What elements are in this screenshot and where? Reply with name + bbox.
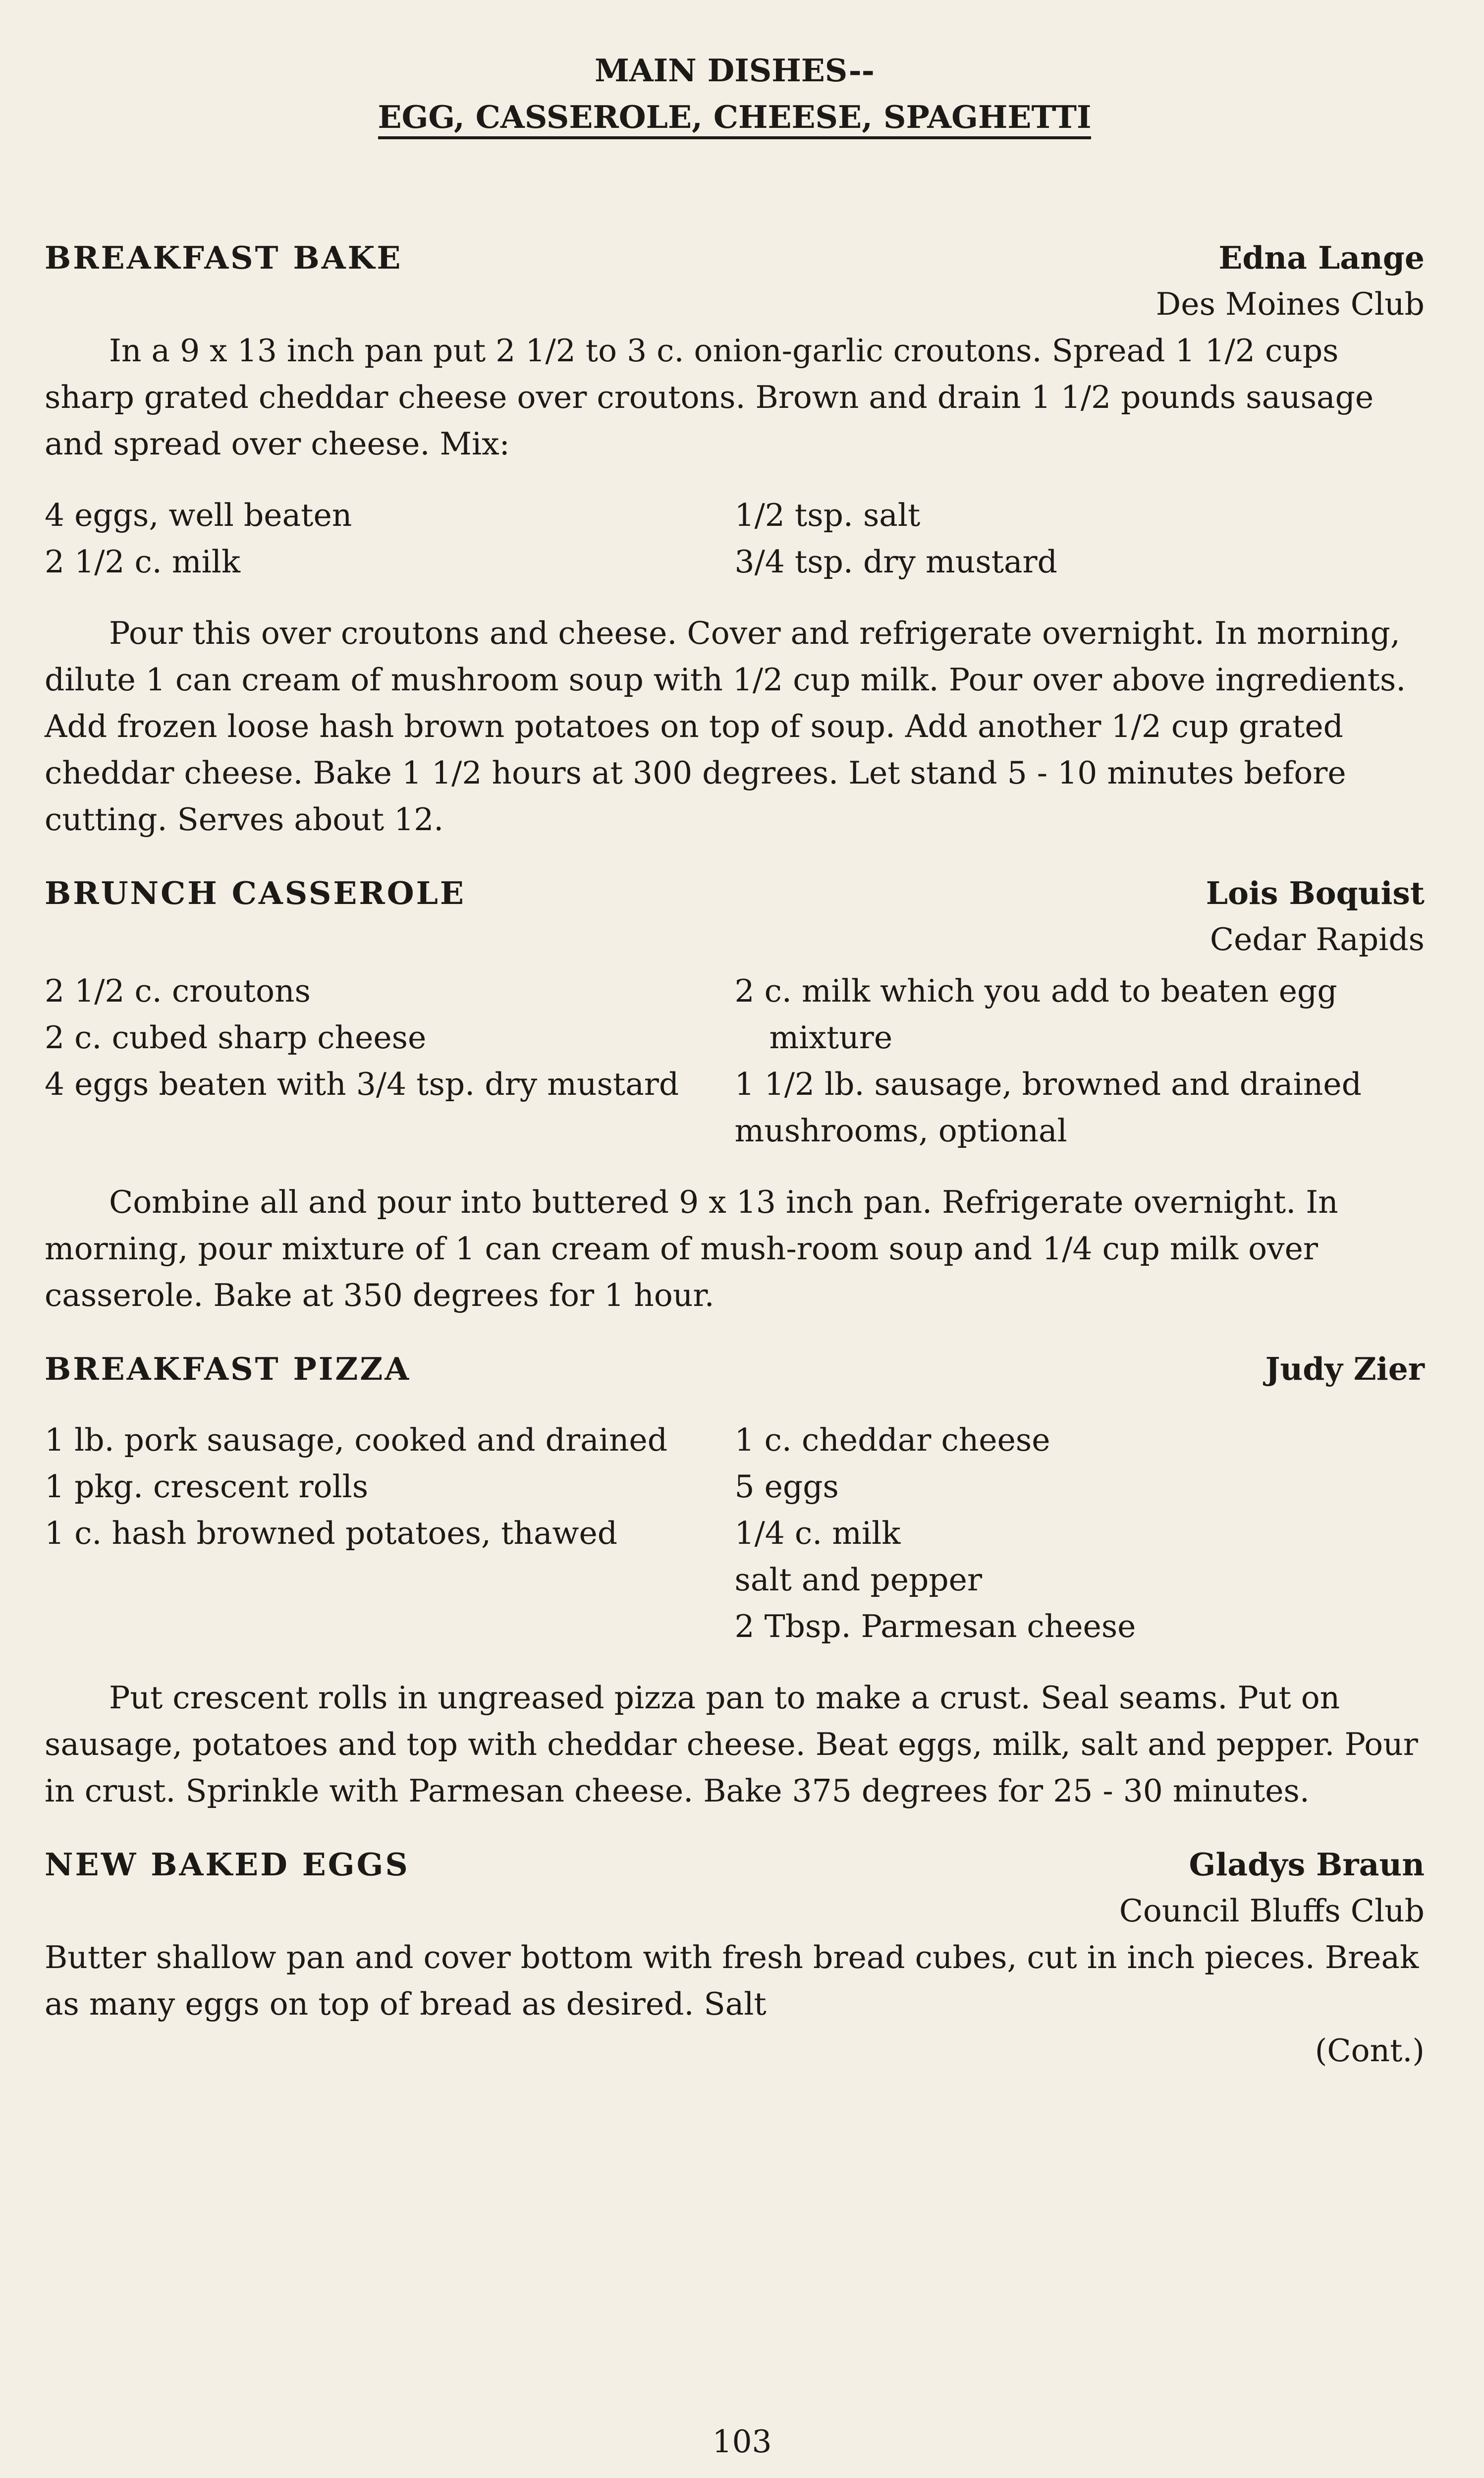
recipe-title: BRUNCH CASSEROLE [45,875,466,911]
section-header [45,47,1425,140]
ingredient: mushrooms, optional [734,1113,1067,1149]
recipe-directions: Pour this over croutons and cheese. Cover and refrigerate overnight. In morning, dilute 1 can cream of mushroom soup with 1/2 cup milk. Pour over above ingredients. Add frozen loose hash brown potatoes on top of soup. Add another 1/2 cup grated cheddar cheese. Bake 1 1/2 hours at 300 degrees. Let stand 5 - 10 minutes before cutting. Serves about 12. [45,615,1406,838]
recipe-title: BREAKFAST PIZZA [45,1351,411,1387]
recipe-new-baked-eggs [45,1841,1425,2074]
recipe-directions: Put crescent rolls in ungreased pizza pan to make a crust. Seal seams. Put on sausage, potatoes and top with cheddar cheese. Beat eggs, milk, salt and pepper. Pour in crust. Sprinkle with Parmesan cheese. Bake 375 degrees for 25 - 30 minutes. [45,1680,1418,1809]
recipe-breakfast-pizza [45,1346,1425,1814]
ingredient: 3/4 tsp. dry mustard [734,544,1057,580]
ingredient: 2 Tbsp. Parmesan cheese [734,1608,1136,1644]
recipe-brunch-casserole [45,870,1425,1319]
ingredient: 1 c. hash browned potatoes, thawed [45,1515,618,1551]
ingredient: 1 c. cheddar cheese [734,1422,1050,1458]
recipe-author: Judy Zier [1265,1351,1425,1387]
recipe-title: NEW BAKED EGGS [45,1846,410,1883]
ingredient-list [45,1417,1425,1650]
recipe-directions: Butter shallow pan and cover bottom with fresh bread cubes, cut in inch pieces. Break as many eggs on top of bread as desired. Salt [45,1939,1419,2022]
recipe-title: BREAKFAST BAKE [45,239,403,276]
ingredient: 5 eggs [734,1468,839,1505]
ingredient: salt and pepper [734,1562,983,1598]
ingredient: 1 pkg. crescent rolls [45,1468,369,1505]
page-number: 103 [712,2423,772,2460]
ingredient: 4 eggs, well beaten [45,497,352,533]
ingredient: 2 c. cubed sharp cheese [45,1019,427,1056]
ingredient: 2 1/2 c. croutons [45,973,311,1009]
ingredient: 1 lb. pork sausage, cooked and drained [45,1422,668,1458]
ingredient-list [45,968,1425,1154]
recipe-club: Cedar Rapids [1209,921,1425,957]
recipe-club: Council Bluffs Club [1119,1893,1425,1929]
recipe-intro: In a 9 x 13 inch pan put 2 1/2 to 3 c. onion-garlic croutons. Spread 1 1/2 cups sharp grated cheddar cheese over croutons. Brown and drain 1 1/2 pounds sausage and spread over cheese. Mix: [45,333,1374,462]
recipe-author: Edna Lange [1218,239,1425,276]
section-title-line2: EGG, CASSEROLE, CHEESE, SPAGHETTI [378,99,1092,139]
section-title-line1: MAIN DISHES-- [595,52,875,89]
recipe-breakfast-bake [45,234,1425,843]
ingredient: 1/2 tsp. salt [734,497,921,533]
recipe-author: Lois Boquist [1206,875,1425,911]
recipe-club: Des Moines Club [1155,286,1425,322]
ingredient-list [45,492,1425,585]
ingredient: 4 eggs beaten with 3/4 tsp. dry mustard [45,1066,679,1102]
recipe-author: Gladys Braun [1189,1846,1425,1883]
ingredient: 1 1/2 lb. sausage, browned and drained [734,1066,1362,1102]
ingredient: 2 c. milk which you add to beaten egg mixture [734,973,1337,1056]
recipe-directions: Combine all and pour into buttered 9 x 13 inch pan. Refrigerate overnight. In morning, pour mixture of 1 can cream of mush-room soup and 1/4 cup milk over casserole. Bake at 350 degrees for 1 hour. [45,1184,1338,1313]
ingredient: 1/4 c. milk [734,1515,901,1551]
ingredient: 2 1/2 c. milk [45,544,241,580]
continued-note: (Cont.) [1315,2032,1425,2069]
